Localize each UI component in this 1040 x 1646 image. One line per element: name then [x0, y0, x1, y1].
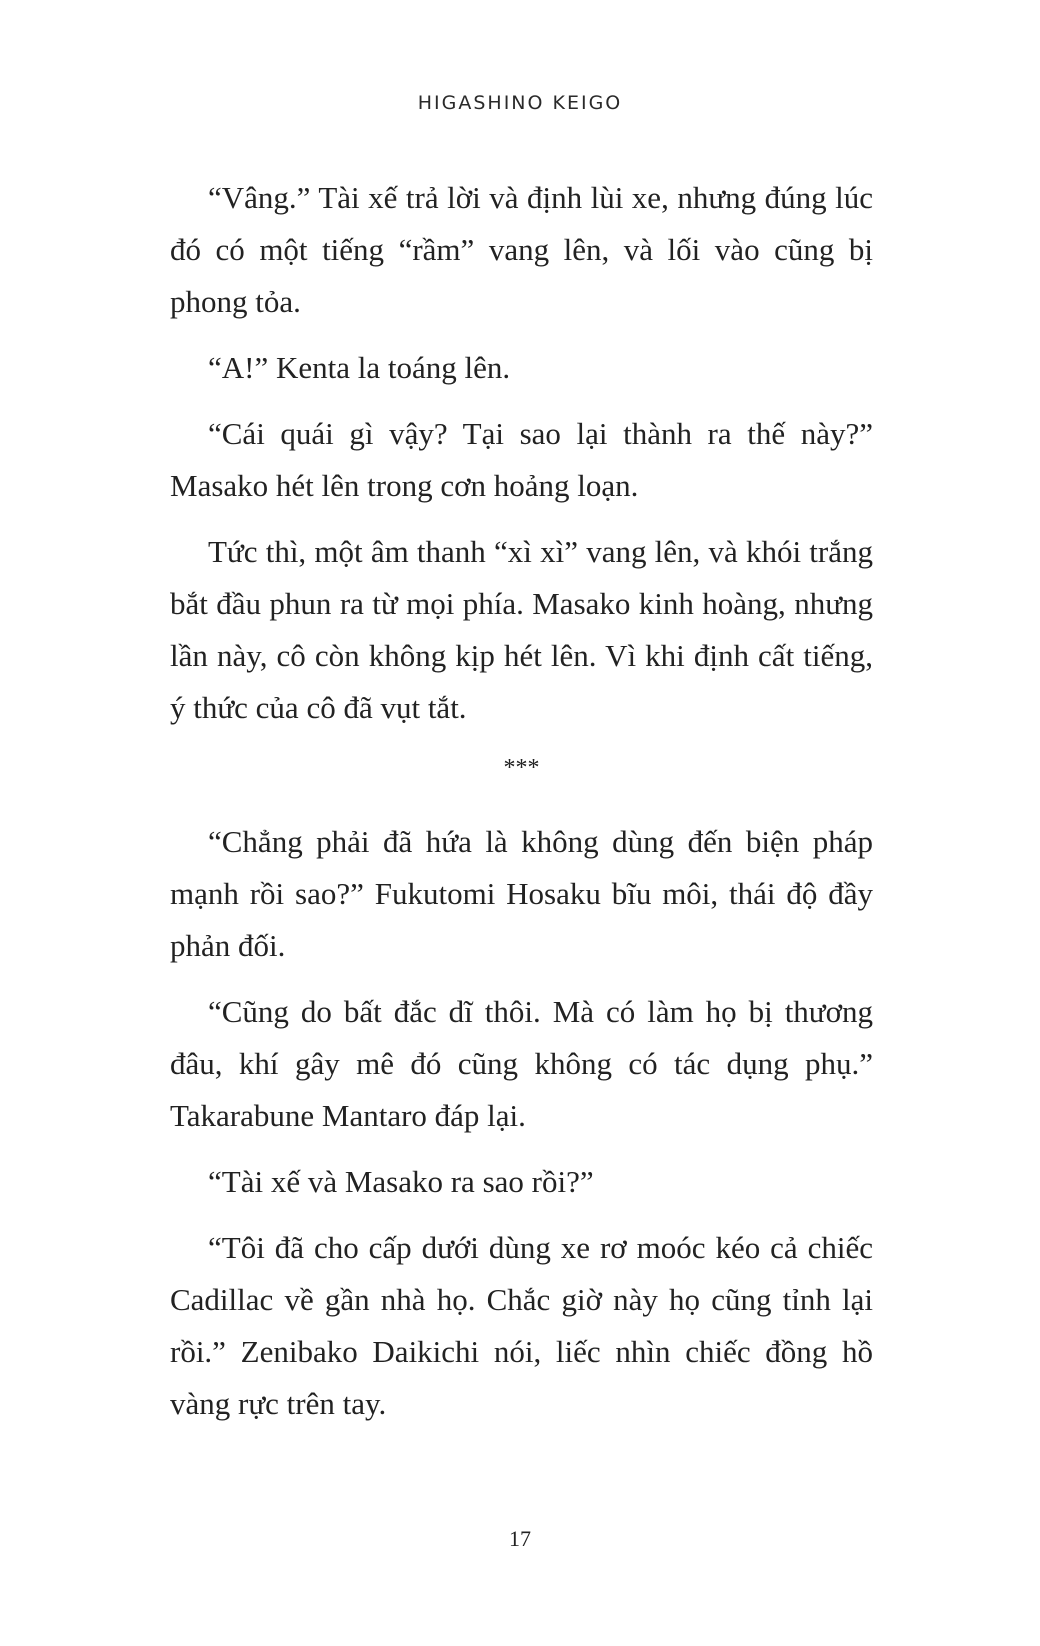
paragraph: “Chẳng phải đã hứa là không dùng đến biện pháp mạnh rồi sao?” Fukutomi Hosaku bĩu môi, thái độ đầy phản đối.	[170, 824, 873, 963]
paragraph: Tức thì, một âm thanh “xì xì” vang lên, và khói trắng bắt đầu phun ra từ mọi phía. Masako kinh hoàng, nhưng lần này, cô còn không kịp hét lên. Vì khi định cất tiếng, ý thức của cô đã vụt tắt.	[170, 534, 873, 725]
paragraph: “Tôi đã cho cấp dưới dùng xe rơ moóc kéo cả chiếc Cadillac về gần nhà họ. Chắc giờ này họ cũng tỉnh lại rồi.” Zenibako Daikichi nói, liếc nhìn chiếc đồng hồ vàng rực trên tay.	[170, 1230, 873, 1421]
paragraph: “A!” Kenta la toáng lên.	[208, 350, 511, 385]
running-head-author: HIGASHINO KEIGO	[417, 92, 623, 114]
paragraph: “Vâng.” Tài xế trả lời và định lùi xe, nhưng đúng lúc đó có một tiếng “rầm” vang lên, và lối vào cũng bị phong tỏa.	[170, 180, 873, 319]
paragraph: “Cái quái gì vậy? Tại sao lại thành ra thế này?” Masako hét lên trong cơn hoảng loạn.	[170, 416, 873, 503]
paragraph: “Tài xế và Masako ra sao rồi?”	[208, 1164, 594, 1199]
paragraph: “Cũng do bất đắc dĩ thôi. Mà có làm họ bị thương đâu, khí gây mê đó cũng không có tác dụng phụ.” Takarabune Mantaro đáp lại.	[170, 994, 873, 1133]
scene-break: ***	[503, 755, 540, 781]
page-number: 17	[509, 1526, 531, 1551]
body-text	[170, 172, 873, 1444]
